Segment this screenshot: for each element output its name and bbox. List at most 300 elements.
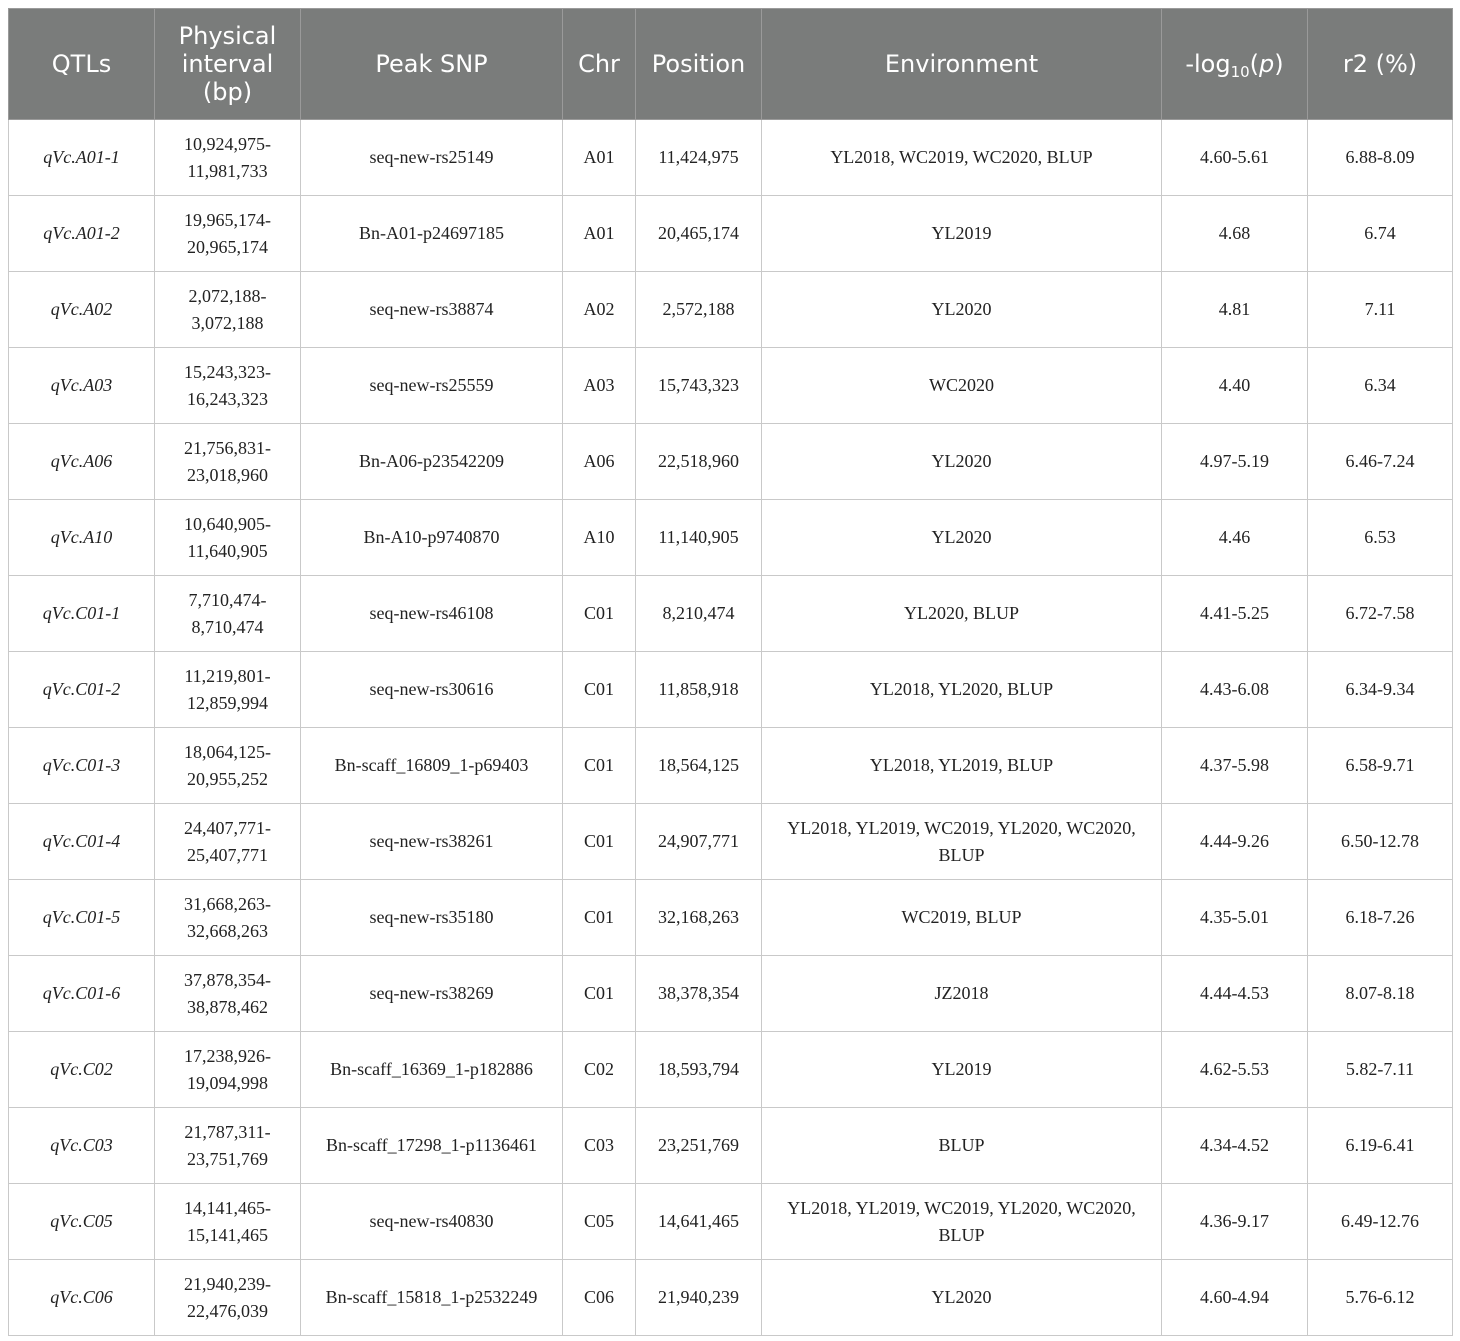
cell-env-text: YL2018, YL2019, WC2019, YL2020, WC2020, BLUP [787, 817, 1136, 865]
cell-logp-text: 4.60-5.61 [1200, 147, 1269, 167]
cell-snp-text: seq-new-rs40830 [369, 1211, 494, 1231]
cell-interval-start-text: 21,940,239- [184, 1273, 271, 1294]
cell-snp-text: seq-new-rs25149 [369, 147, 494, 167]
cell-log-p [1162, 880, 1308, 956]
cell-qtl-text: qVc.A06 [50, 451, 113, 471]
cell-interval-start-text: 14,141,465- [184, 1197, 271, 1218]
cell-chr-text: C03 [583, 1135, 614, 1155]
cell-r2-text: 6.49-12.76 [1341, 1211, 1419, 1231]
cell-snp-text: seq-new-rs46108 [369, 603, 494, 623]
cell-chr-text: A02 [583, 299, 615, 319]
cell-logp-text: 4.68 [1218, 223, 1251, 243]
cell-position-text: 21,940,239 [658, 1287, 739, 1307]
cell-peak-snp [301, 880, 563, 956]
table-row [9, 804, 1453, 880]
cell-env-text: YL2018, WC2019, WC2020, BLUP [830, 147, 1093, 167]
cell-position [636, 348, 762, 424]
cell-chr-text: C05 [583, 1211, 614, 1231]
cell-env-text: BLUP [938, 1135, 985, 1155]
cell-r2-text: 6.18-7.26 [1345, 907, 1415, 927]
cell-env-text: YL2020 [931, 527, 992, 547]
cell-qtl-text: qVc.C06 [50, 1287, 113, 1307]
cell-peak-snp [301, 272, 563, 348]
cell-qtl [9, 1184, 155, 1260]
cell-interval-start-text: 19,965,174- [184, 209, 271, 230]
cell-position [636, 120, 762, 196]
header-physical-interval [155, 9, 301, 120]
cell-logp-text: 4.62-5.53 [1200, 1059, 1269, 1079]
cell-position [636, 880, 762, 956]
cell-chr-text: C01 [583, 679, 614, 699]
cell-logp-text: 4.44-9.26 [1200, 831, 1269, 851]
cell-r2-text: 8.07-8.18 [1345, 983, 1415, 1003]
cell-physical-interval [155, 348, 301, 424]
cell-chr [563, 804, 636, 880]
cell-log-p [1162, 1260, 1308, 1336]
cell-logp-text: 4.41-5.25 [1200, 603, 1269, 623]
cell-env-text: YL2018, YL2019, WC2019, YL2020, WC2020, BLUP [787, 1197, 1136, 1245]
cell-position [636, 1108, 762, 1184]
table-row [9, 956, 1453, 1032]
cell-chr [563, 576, 636, 652]
cell-chr-text: C01 [583, 907, 614, 927]
table-row [9, 1184, 1453, 1260]
cell-interval-start-text: 21,756,831- [184, 437, 271, 458]
cell-chr [563, 880, 636, 956]
cell-qtl-text: qVc.C05 [50, 1211, 113, 1231]
header-log-p [1162, 9, 1308, 120]
cell-log-p [1162, 272, 1308, 348]
cell-environment [762, 728, 1162, 804]
cell-position-text: 20,465,174 [658, 223, 739, 243]
cell-r2 [1308, 956, 1453, 1032]
cell-r2-text: 6.19-6.41 [1345, 1135, 1415, 1155]
cell-position-text: 2,572,188 [662, 299, 735, 319]
cell-peak-snp [301, 120, 563, 196]
cell-physical-interval [155, 880, 301, 956]
cell-chr [563, 652, 636, 728]
cell-env-text: WC2019, BLUP [901, 907, 1022, 927]
cell-qtl-text: qVc.C01-1 [42, 603, 121, 623]
cell-log-p [1162, 120, 1308, 196]
cell-qtl [9, 120, 155, 196]
cell-r2 [1308, 804, 1453, 880]
cell-position [636, 1184, 762, 1260]
header-peak-snp: Peak SNP [301, 9, 563, 120]
cell-position [636, 956, 762, 1032]
cell-position [636, 1260, 762, 1336]
cell-env-text: JZ2018 [934, 983, 989, 1003]
cell-r2 [1308, 120, 1453, 196]
cell-log-p [1162, 1032, 1308, 1108]
cell-physical-interval [155, 272, 301, 348]
cell-log-p [1162, 1108, 1308, 1184]
cell-physical-interval [155, 500, 301, 576]
cell-chr-text: C01 [583, 831, 614, 851]
cell-environment [762, 652, 1162, 728]
cell-interval-start-text: 10,924,975- [184, 133, 271, 154]
cell-log-p [1162, 500, 1308, 576]
cell-log-p [1162, 1184, 1308, 1260]
table-row [9, 424, 1453, 500]
cell-env-text: YL2018, YL2019, BLUP [869, 755, 1054, 775]
cell-r2-text: 6.34 [1364, 375, 1396, 395]
cell-log-p [1162, 576, 1308, 652]
cell-interval-start-text: 10,640,905- [184, 513, 271, 534]
cell-snp-text: seq-new-rs38261 [369, 831, 494, 851]
cell-chr-text: C06 [583, 1287, 614, 1307]
cell-chr [563, 120, 636, 196]
table-row [9, 500, 1453, 576]
cell-logp-text: 4.36-9.17 [1200, 1211, 1269, 1231]
cell-position [636, 804, 762, 880]
cell-env-text: YL2020, BLUP [903, 603, 1019, 623]
cell-physical-interval [155, 1032, 301, 1108]
cell-interval-end-text: 3,072,188 [191, 312, 264, 333]
cell-environment [762, 1260, 1162, 1336]
cell-snp-text: seq-new-rs25559 [369, 375, 494, 395]
cell-snp-text: Bn-scaff_16809_1-p69403 [334, 755, 529, 775]
cell-interval-end-text: 11,981,733 [187, 160, 268, 181]
cell-log-p [1162, 804, 1308, 880]
cell-qtl-text: qVc.C01-3 [42, 755, 121, 775]
cell-r2 [1308, 424, 1453, 500]
cell-r2 [1308, 1260, 1453, 1336]
cell-peak-snp [301, 728, 563, 804]
cell-chr [563, 1032, 636, 1108]
table-row [9, 120, 1453, 196]
cell-snp-text: seq-new-rs35180 [369, 907, 494, 927]
cell-qtl [9, 500, 155, 576]
cell-peak-snp [301, 1032, 563, 1108]
cell-position-text: 8,210,474 [662, 603, 735, 623]
cell-environment [762, 1108, 1162, 1184]
cell-snp-text: Bn-A01-p24697185 [359, 223, 504, 243]
cell-qtl [9, 804, 155, 880]
cell-r2-text: 6.74 [1364, 223, 1396, 243]
cell-chr [563, 1260, 636, 1336]
cell-qtl [9, 576, 155, 652]
cell-interval-start-text: 37,878,354- [184, 969, 271, 990]
cell-r2 [1308, 1108, 1453, 1184]
cell-logp-text: 4.46 [1218, 527, 1251, 547]
cell-environment [762, 500, 1162, 576]
cell-environment [762, 1032, 1162, 1108]
table-row [9, 1108, 1453, 1184]
cell-position-text: 15,743,323 [658, 375, 739, 395]
cell-environment [762, 424, 1162, 500]
header-physical-interval-label: Physical interval (bp) [178, 22, 277, 106]
qtl-table [8, 8, 1453, 1336]
cell-logp-text: 4.60-4.94 [1200, 1287, 1269, 1307]
header-log-prefix: -log [1185, 50, 1231, 78]
cell-qtl [9, 1032, 155, 1108]
cell-r2-text: 6.58-9.71 [1345, 755, 1415, 775]
cell-interval-end-text: 22,476,039 [187, 1300, 268, 1321]
cell-chr-text: A01 [583, 223, 615, 243]
cell-r2 [1308, 576, 1453, 652]
header-log-close: ) [1274, 50, 1284, 78]
cell-logp-text: 4.81 [1218, 299, 1251, 319]
cell-qtl [9, 652, 155, 728]
cell-r2-text: 6.46-7.24 [1345, 451, 1415, 471]
cell-r2 [1308, 272, 1453, 348]
cell-logp-text: 4.37-5.98 [1200, 755, 1269, 775]
cell-qtl [9, 1108, 155, 1184]
cell-env-text: YL2018, YL2020, BLUP [869, 679, 1054, 699]
cell-position [636, 1032, 762, 1108]
cell-log-p [1162, 728, 1308, 804]
cell-qtl-text: qVc.A02 [50, 299, 113, 319]
cell-r2-text: 5.76-6.12 [1345, 1287, 1415, 1307]
cell-peak-snp [301, 500, 563, 576]
cell-environment [762, 1184, 1162, 1260]
cell-chr-text: C02 [583, 1059, 614, 1079]
cell-chr [563, 728, 636, 804]
table-row [9, 196, 1453, 272]
cell-interval-start-text: 7,710,474- [188, 589, 267, 610]
cell-peak-snp [301, 956, 563, 1032]
cell-r2 [1308, 880, 1453, 956]
cell-interval-end-text: 20,955,252 [187, 768, 268, 789]
cell-interval-end-text: 38,878,462 [187, 996, 268, 1017]
cell-logp-text: 4.40 [1218, 375, 1251, 395]
cell-interval-end-text: 25,407,771 [187, 844, 268, 865]
cell-interval-end-text: 8,710,474 [191, 616, 264, 637]
cell-qtl-text: qVc.A01-1 [43, 147, 120, 167]
cell-r2 [1308, 196, 1453, 272]
cell-logp-text: 4.44-4.53 [1200, 983, 1269, 1003]
cell-peak-snp [301, 424, 563, 500]
cell-physical-interval [155, 576, 301, 652]
cell-interval-start-text: 31,668,263- [184, 893, 271, 914]
cell-position-text: 11,140,905 [658, 527, 739, 547]
cell-position [636, 576, 762, 652]
cell-position [636, 272, 762, 348]
cell-qtl [9, 348, 155, 424]
cell-position-text: 11,424,975 [658, 147, 739, 167]
cell-chr [563, 196, 636, 272]
cell-physical-interval [155, 1260, 301, 1336]
cell-environment [762, 576, 1162, 652]
cell-chr-text: A06 [583, 451, 615, 471]
cell-chr-text: A01 [583, 147, 615, 167]
table-row [9, 576, 1453, 652]
cell-qtl-text: qVc.A01-2 [43, 223, 120, 243]
cell-log-p [1162, 348, 1308, 424]
cell-peak-snp [301, 652, 563, 728]
cell-qtl [9, 272, 155, 348]
cell-qtl-text: qVc.C01-4 [42, 831, 121, 851]
cell-chr-text: C01 [583, 603, 614, 623]
cell-interval-start-text: 2,072,188- [188, 285, 267, 306]
cell-chr-text: C01 [583, 983, 614, 1003]
cell-position-text: 14,641,465 [658, 1211, 739, 1231]
table-row [9, 880, 1453, 956]
cell-logp-text: 4.97-5.19 [1200, 451, 1269, 471]
cell-peak-snp [301, 1184, 563, 1260]
cell-qtl-text: qVc.A10 [50, 527, 113, 547]
cell-environment [762, 196, 1162, 272]
cell-log-p [1162, 652, 1308, 728]
cell-r2-text: 5.82-7.11 [1345, 1059, 1415, 1079]
cell-r2 [1308, 500, 1453, 576]
cell-physical-interval [155, 1108, 301, 1184]
cell-interval-end-text: 12,859,994 [187, 692, 268, 713]
cell-env-text: WC2020 [929, 375, 994, 395]
cell-env-text: YL2020 [931, 1287, 992, 1307]
cell-physical-interval [155, 424, 301, 500]
cell-interval-start-text: 17,238,926- [184, 1045, 271, 1066]
cell-interval-start-text: 15,243,323- [184, 361, 271, 382]
cell-r2 [1308, 652, 1453, 728]
cell-log-p [1162, 196, 1308, 272]
table-row [9, 1032, 1453, 1108]
cell-position-text: 18,564,125 [658, 755, 739, 775]
cell-qtl-text: qVc.A03 [50, 375, 113, 395]
cell-chr [563, 956, 636, 1032]
cell-r2-text: 6.88-8.09 [1345, 147, 1415, 167]
cell-r2-text: 7.11 [1364, 299, 1396, 319]
cell-position-text: 38,378,354 [658, 983, 739, 1003]
cell-chr [563, 1184, 636, 1260]
cell-snp-text: seq-new-rs38874 [369, 299, 494, 319]
cell-snp-text: Bn-A06-p23542209 [359, 451, 504, 471]
cell-interval-start-text: 21,787,311- [184, 1121, 271, 1142]
header-environment: Environment [762, 9, 1162, 120]
header-log-open: ( [1249, 50, 1260, 78]
table-row [9, 1260, 1453, 1336]
cell-qtl-text: qVc.C01-5 [42, 907, 121, 927]
cell-log-p [1162, 424, 1308, 500]
cell-qtl [9, 956, 155, 1032]
cell-qtl-text: qVc.C02 [50, 1059, 113, 1079]
cell-env-text: YL2019 [931, 1059, 992, 1079]
cell-interval-start-text: 24,407,771- [184, 817, 271, 838]
cell-snp-text: seq-new-rs38269 [369, 983, 494, 1003]
cell-interval-end-text: 32,668,263 [187, 920, 268, 941]
table-body [9, 120, 1453, 1336]
cell-r2-text: 6.50-12.78 [1341, 831, 1419, 851]
cell-r2-text: 6.72-7.58 [1345, 603, 1415, 623]
cell-log-p [1162, 956, 1308, 1032]
cell-r2 [1308, 1032, 1453, 1108]
cell-qtl [9, 424, 155, 500]
cell-chr [563, 272, 636, 348]
cell-interval-start-text: 11,219,801- [184, 665, 271, 686]
cell-interval-start-text: 18,064,125- [184, 741, 271, 762]
cell-qtl [9, 728, 155, 804]
table-row [9, 272, 1453, 348]
cell-position-text: 24,907,771 [658, 831, 739, 851]
cell-interval-end-text: 23,751,769 [187, 1148, 268, 1169]
cell-interval-end-text: 16,243,323 [187, 388, 268, 409]
cell-peak-snp [301, 804, 563, 880]
cell-logp-text: 4.34-4.52 [1200, 1135, 1269, 1155]
cell-physical-interval [155, 728, 301, 804]
table-row [9, 728, 1453, 804]
cell-environment [762, 956, 1162, 1032]
cell-position [636, 424, 762, 500]
cell-interval-end-text: 15,141,465 [187, 1224, 268, 1245]
cell-r2 [1308, 1184, 1453, 1260]
cell-position [636, 500, 762, 576]
cell-qtl-text: qVc.C01-2 [42, 679, 121, 699]
cell-environment [762, 348, 1162, 424]
cell-chr-text: C01 [583, 755, 614, 775]
cell-interval-end-text: 11,640,905 [187, 540, 268, 561]
cell-logp-text: 4.43-6.08 [1200, 679, 1269, 699]
cell-peak-snp [301, 576, 563, 652]
cell-position-text: 18,593,794 [658, 1059, 739, 1079]
cell-qtl [9, 1260, 155, 1336]
cell-snp-text: Bn-scaff_16369_1-p182886 [330, 1059, 533, 1079]
cell-physical-interval [155, 652, 301, 728]
header-row [9, 9, 1453, 120]
cell-r2-text: 6.34-9.34 [1345, 679, 1415, 699]
cell-physical-interval [155, 120, 301, 196]
cell-interval-end-text: 19,094,998 [187, 1072, 268, 1093]
header-log-subscript: 10 [1230, 63, 1250, 81]
cell-qtl [9, 196, 155, 272]
cell-interval-end-text: 23,018,960 [187, 464, 268, 485]
header-chr: Chr [563, 9, 636, 120]
cell-position-text: 23,251,769 [658, 1135, 739, 1155]
cell-qtl-text: qVc.C03 [50, 1135, 113, 1155]
cell-environment [762, 272, 1162, 348]
cell-physical-interval [155, 804, 301, 880]
cell-r2 [1308, 728, 1453, 804]
cell-environment [762, 804, 1162, 880]
table-row [9, 652, 1453, 728]
cell-peak-snp [301, 348, 563, 424]
cell-logp-text: 4.35-5.01 [1200, 907, 1269, 927]
cell-physical-interval [155, 196, 301, 272]
cell-peak-snp [301, 1260, 563, 1336]
header-qtls: QTLs [9, 9, 155, 120]
cell-qtl-text: qVc.C01-6 [42, 983, 121, 1003]
cell-env-text: YL2020 [931, 299, 992, 319]
cell-chr [563, 1108, 636, 1184]
cell-peak-snp [301, 196, 563, 272]
cell-position-text: 22,518,960 [658, 451, 739, 471]
cell-chr-text: A03 [583, 375, 615, 395]
cell-chr [563, 424, 636, 500]
cell-r2 [1308, 348, 1453, 424]
cell-position-text: 32,168,263 [658, 907, 739, 927]
cell-position [636, 652, 762, 728]
cell-snp-text: Bn-A10-p9740870 [363, 527, 500, 547]
cell-environment [762, 880, 1162, 956]
cell-snp-text: Bn-scaff_17298_1-p1136461 [326, 1135, 537, 1155]
cell-chr-text: A10 [583, 527, 615, 547]
cell-qtl [9, 880, 155, 956]
cell-peak-snp [301, 1108, 563, 1184]
cell-r2-text: 6.53 [1364, 527, 1396, 547]
cell-environment [762, 120, 1162, 196]
cell-snp-text: Bn-scaff_15818_1-p2532249 [325, 1287, 538, 1307]
cell-chr [563, 500, 636, 576]
header-position: Position [636, 9, 762, 120]
cell-env-text: YL2019 [931, 223, 992, 243]
table-row [9, 348, 1453, 424]
cell-position [636, 728, 762, 804]
cell-position [636, 196, 762, 272]
cell-interval-end-text: 20,965,174 [187, 236, 268, 257]
cell-chr [563, 348, 636, 424]
cell-snp-text: seq-new-rs30616 [369, 679, 494, 699]
cell-position-text: 11,858,918 [658, 679, 739, 699]
